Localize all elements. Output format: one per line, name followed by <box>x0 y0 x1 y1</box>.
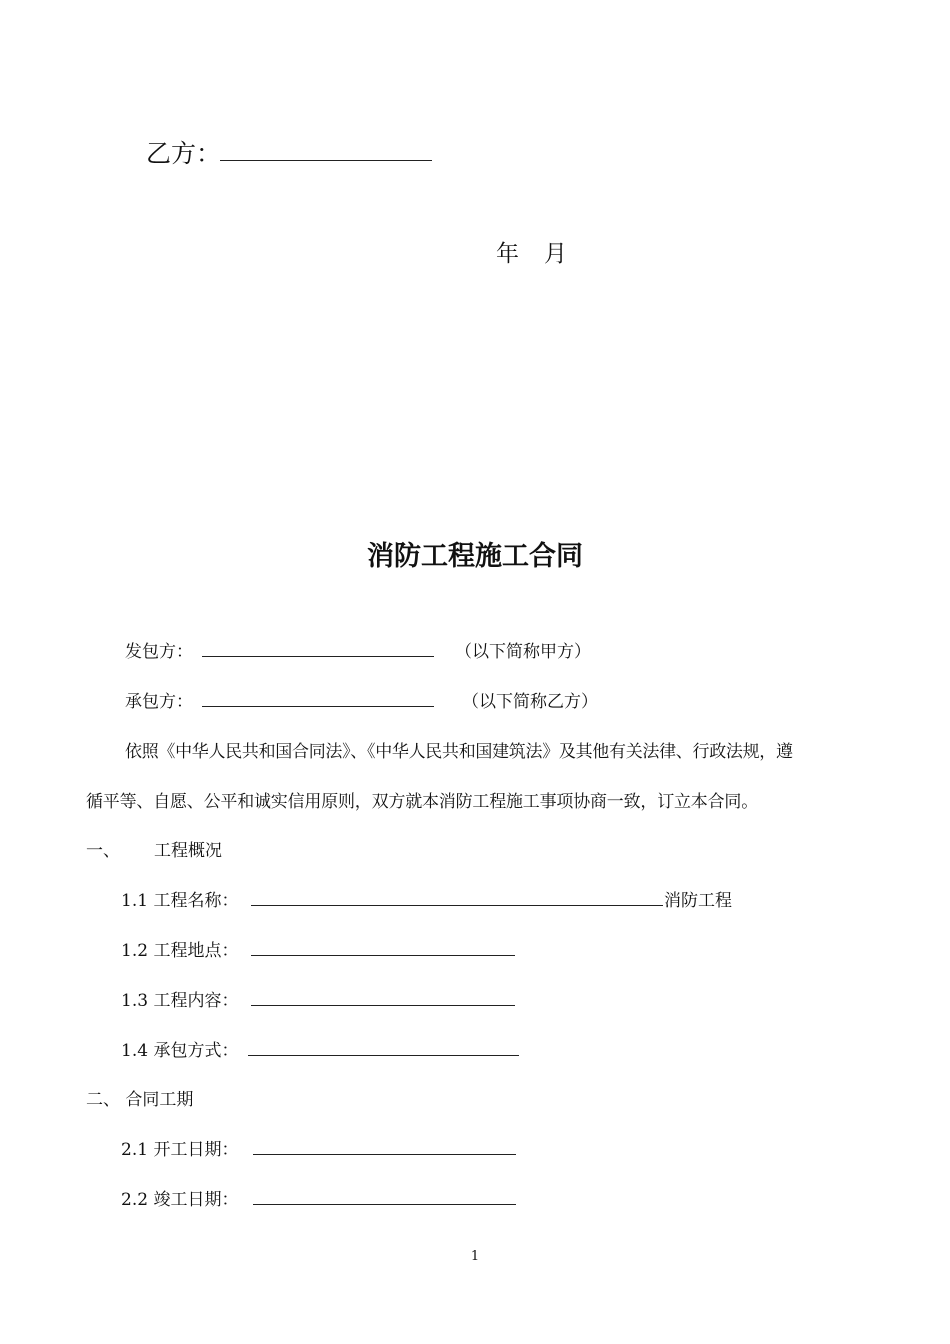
item-1-1-suffix: 消防工程 <box>664 891 732 911</box>
employer-blank <box>202 656 434 657</box>
employer-label: 发包方： <box>125 642 193 662</box>
section-1-heading: 工程概况 <box>154 841 222 861</box>
item-1-4-label: 1.4 承包方式： <box>121 1041 239 1061</box>
item-1-1-blank <box>251 905 663 906</box>
item-1-3-label: 1.3 工程内容： <box>121 991 239 1011</box>
item-2-1-blank <box>253 1154 516 1155</box>
employer-note: （以下简称甲方） <box>455 642 591 662</box>
page-number: 1 <box>470 1249 480 1264</box>
party-b-blank <box>220 160 432 161</box>
item-1-2-label: 1.2 工程地点： <box>121 941 239 961</box>
item-2-2-blank <box>253 1204 516 1205</box>
preamble-line-2: 循平等、自愿、公平和诚实信用原则，双方就本消防工程施工事项协商一致，订立本合同。 <box>86 792 758 812</box>
date-year-label: 年 <box>496 241 520 267</box>
contractor-blank <box>202 706 434 707</box>
preamble-line-1: 依照《中华人民共和国合同法》、《中华人民共和国建筑法》及其他有关法律、行政法规，遵 <box>125 742 793 762</box>
item-2-1-label: 2.1 开工日期： <box>121 1140 239 1160</box>
section-2-heading: 二、 合同工期 <box>86 1090 194 1110</box>
contractor-label: 承包方： <box>125 692 193 712</box>
item-2-2-label: 2.2 竣工日期： <box>121 1190 239 1210</box>
date-month-label: 月 <box>544 241 568 267</box>
party-b-label: 乙方： <box>146 139 222 168</box>
contractor-note: （以下简称乙方） <box>462 692 598 712</box>
contract-title: 消防工程施工合同 <box>367 541 583 572</box>
item-1-1-label: 1.1 工程名称： <box>121 891 239 911</box>
section-1-number: 一、 <box>86 841 120 861</box>
item-1-4-blank <box>248 1055 519 1056</box>
item-1-3-blank <box>251 1005 515 1006</box>
item-1-2-blank <box>251 955 515 956</box>
